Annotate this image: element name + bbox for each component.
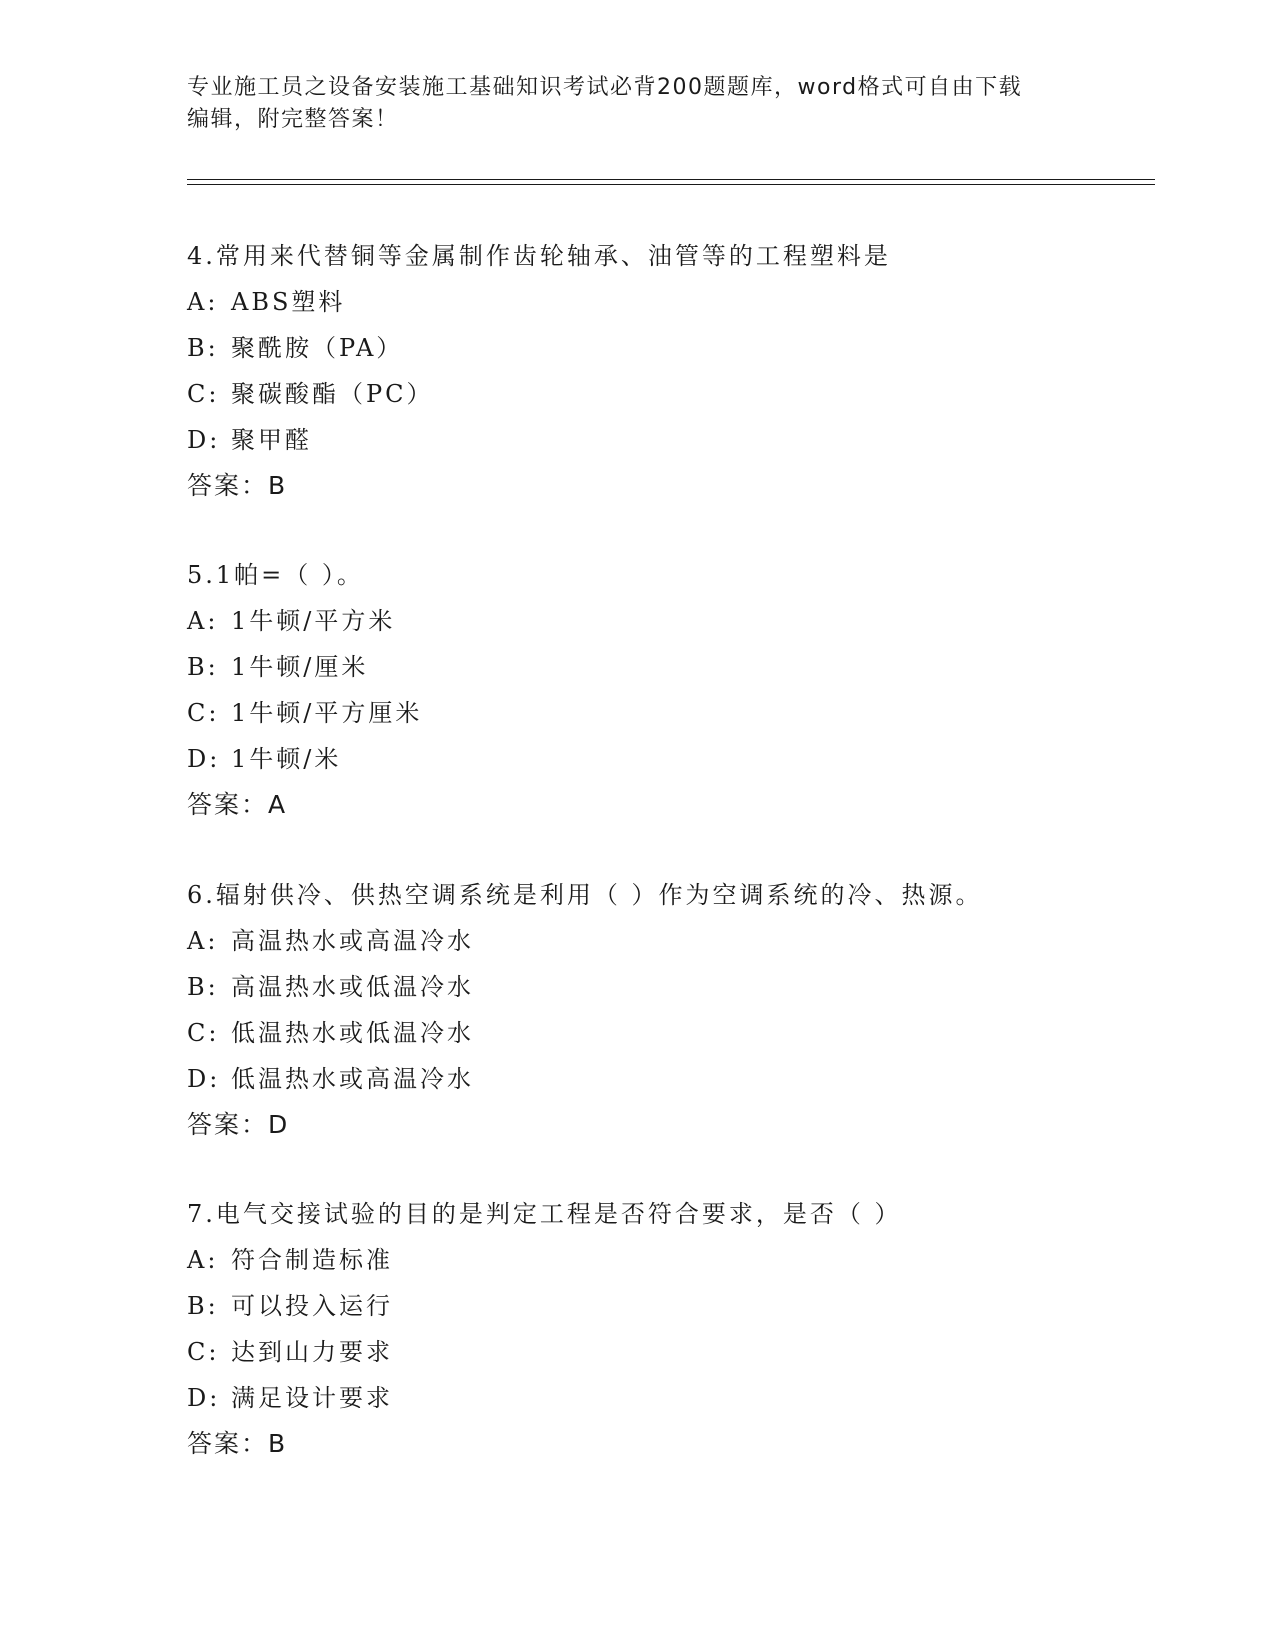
option-text: ABS塑料 (231, 288, 346, 316)
option-letter: D: (187, 745, 221, 773)
question-block (187, 552, 1147, 828)
option-b (187, 1283, 1147, 1329)
option-letter: B: (187, 334, 219, 362)
option-d (187, 736, 1147, 782)
question-stem: 6.辐射供冷、供热空调系统是利用（ ）作为空调系统的冷、热源。 (187, 881, 983, 909)
question-block (187, 233, 1147, 509)
document-header (187, 72, 1087, 136)
answer-line: 答案：B (187, 471, 288, 500)
option-text: 聚甲醛 (231, 426, 312, 454)
question-stem: 4.常用来代替铜等金属制作齿轮轴承、油管等的工程塑料是 (187, 242, 891, 270)
option-text: 达到山力要求 (231, 1338, 393, 1366)
option-text: 符合制造标准 (231, 1246, 393, 1274)
option-letter: B: (187, 973, 219, 1001)
option-a (187, 598, 1147, 644)
option-b (187, 644, 1147, 690)
option-text: 高温热水或高温冷水 (231, 927, 474, 955)
option-letter: A: (187, 927, 219, 955)
question-block (187, 872, 1147, 1148)
option-a (187, 918, 1147, 964)
question-block (187, 1191, 1147, 1467)
option-c (187, 371, 1147, 417)
option-letter: A: (187, 607, 219, 635)
header-divider-bottom (187, 184, 1155, 185)
option-text: 1牛顿/厘米 (231, 653, 369, 681)
option-d (187, 1375, 1147, 1421)
option-c (187, 1329, 1147, 1375)
option-text: 1牛顿/平方厘米 (231, 699, 423, 727)
option-letter: B: (187, 653, 219, 681)
option-text: 1牛顿/米 (231, 745, 342, 773)
option-letter: C: (187, 699, 220, 727)
option-letter: D: (187, 1384, 221, 1412)
option-letter: C: (187, 1019, 220, 1047)
option-text: 满足设计要求 (231, 1384, 393, 1412)
option-text: 聚碳酸酯（PC） (231, 380, 434, 408)
option-letter: D: (187, 426, 221, 454)
question-stem: 7.电气交接试验的目的是判定工程是否符合要求，是否（ ） (187, 1200, 902, 1228)
option-c (187, 690, 1147, 736)
option-letter: C: (187, 380, 220, 408)
option-letter: B: (187, 1292, 219, 1320)
option-d (187, 417, 1147, 463)
option-text: 低温热水或低温冷水 (231, 1019, 474, 1047)
option-a (187, 1237, 1147, 1283)
option-b (187, 325, 1147, 371)
answer-line: 答案：D (187, 1110, 290, 1139)
option-text: 可以投入运行 (231, 1292, 393, 1320)
option-text: 1牛顿/平方米 (231, 607, 396, 635)
option-d (187, 1056, 1147, 1102)
option-letter: A: (187, 288, 219, 316)
option-a (187, 279, 1147, 325)
option-text: 高温热水或低温冷水 (231, 973, 474, 1001)
header-line-1: 专业施工员之设备安装施工基础知识考试必背200题题库，word格式可自由下载 (187, 75, 1023, 100)
option-letter: D: (187, 1065, 221, 1093)
option-c (187, 1010, 1147, 1056)
option-text: 低温热水或高温冷水 (231, 1065, 474, 1093)
header-line-2: 编辑，附完整答案！ (187, 107, 399, 132)
answer-line: 答案：A (187, 790, 288, 819)
option-letter: C: (187, 1338, 220, 1366)
option-text: 聚酰胺（PA） (231, 334, 404, 362)
question-stem: 5.1帕=（ ）。 (187, 561, 364, 589)
answer-line: 答案：B (187, 1429, 288, 1458)
option-b (187, 964, 1147, 1010)
header-divider-top (187, 179, 1155, 180)
option-letter: A: (187, 1246, 219, 1274)
